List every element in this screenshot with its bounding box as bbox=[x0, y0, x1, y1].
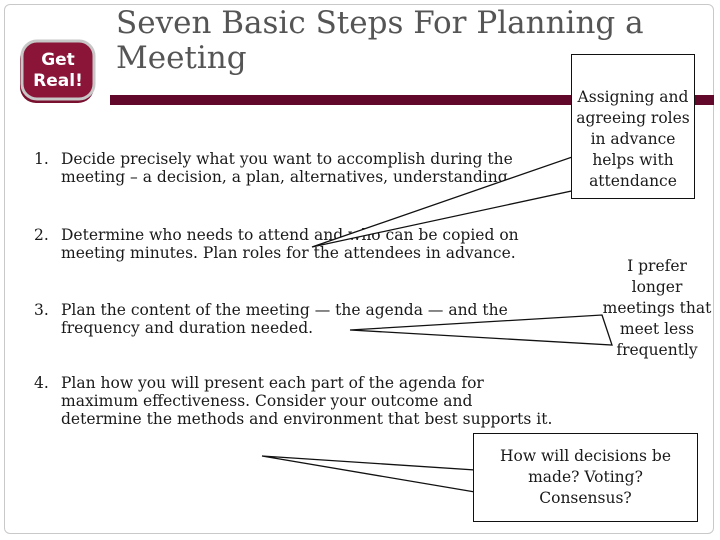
step-number: 2. bbox=[34, 226, 49, 244]
callout-line: helps with bbox=[592, 151, 674, 169]
callout-meetings bbox=[598, 253, 716, 367]
callout-line: I prefer bbox=[627, 257, 687, 275]
callout-line: in advance bbox=[590, 130, 676, 148]
step-line: meeting minutes. Plan roles for the attendees in advance. bbox=[61, 244, 516, 262]
step-number: 4. bbox=[34, 374, 49, 392]
logo-line-2: Real! bbox=[33, 71, 83, 91]
slide-title: Seven Basic Steps For Planning a Meeting bbox=[116, 5, 644, 76]
step-line: meeting – a decision, a plan, alternatives, understanding. bbox=[61, 168, 513, 186]
callout-line: frequently bbox=[616, 341, 698, 359]
callout-pointer-decisions bbox=[262, 456, 475, 492]
step-line: frequency and duration needed. bbox=[61, 319, 314, 337]
step-line: determine the methods and environment that best supports it. bbox=[61, 410, 553, 428]
callout-line: Consensus? bbox=[539, 489, 632, 507]
step-number: 3. bbox=[34, 301, 49, 319]
logo-line-1: Get bbox=[41, 50, 75, 70]
callout-roles bbox=[571, 54, 695, 199]
callout-line: meet less bbox=[619, 320, 695, 338]
callout-line: attendance bbox=[589, 172, 677, 190]
callout-line: How will decisions be bbox=[499, 447, 672, 465]
step-line: Plan how you will present each part of the agenda for bbox=[61, 374, 484, 392]
callout-line: longer bbox=[631, 278, 683, 296]
callout-pointer-meetings bbox=[350, 315, 612, 345]
step-line: Decide precisely what you want to accomplish during the bbox=[61, 150, 513, 168]
callout-decisions bbox=[473, 433, 698, 522]
callout-line: Assigning and bbox=[577, 88, 689, 106]
step-line: Plan the content of the meeting — the agenda — and the bbox=[61, 301, 508, 319]
callout-line: meetings that bbox=[602, 299, 712, 317]
callout-line: made? Voting? bbox=[528, 468, 643, 486]
callout-line: agreeing roles bbox=[576, 109, 690, 127]
step-line: maximum effectiveness. Consider your outcome and bbox=[61, 392, 473, 410]
step-line: Determine who needs to attend and who can be copied on bbox=[61, 226, 519, 244]
step-number: 1. bbox=[34, 150, 49, 168]
callout-pointer-roles bbox=[312, 156, 590, 247]
